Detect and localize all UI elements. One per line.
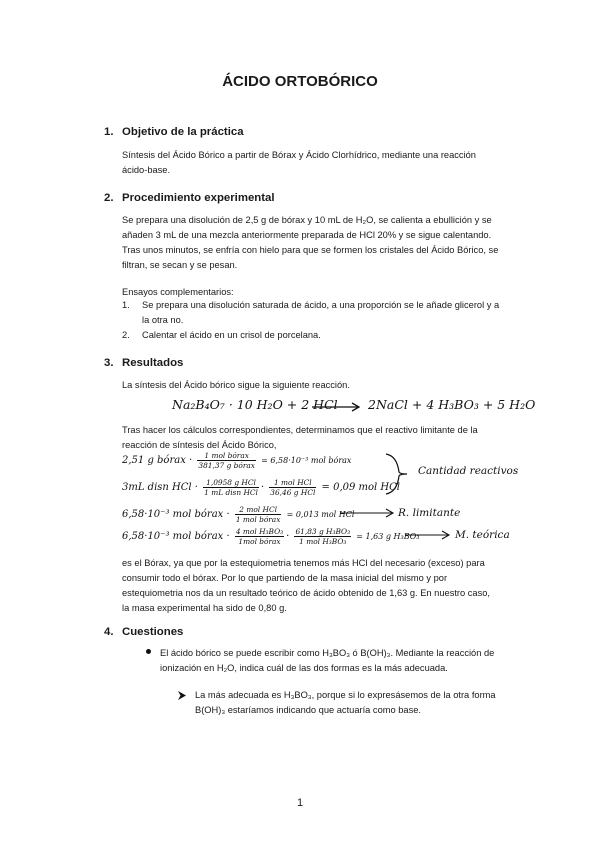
- list-item: 2. Calentar el ácido en un crisol de porcelana.: [122, 330, 321, 340]
- text-line: reacción de síntesis del Ácido Bórico,: [122, 440, 277, 450]
- reaction-arrow-icon: [310, 401, 362, 413]
- question-text: [160, 646, 494, 676]
- text-line: Tras unos minutos, se enfría con hielo para que se formen los cristales del Ácido Bórico, se: [122, 245, 499, 255]
- section-1-heading: 1. Objetivo de la práctica: [104, 126, 244, 138]
- fraction: $\frac{\text{1,0958 g HCl}}{\text{1 mL disn HCl}}$: [204, 478, 258, 497]
- text-line: El ácido bórico se puede escribir como H₃BO₃ ó B(OH)₃. Mediante la reacción de: [160, 648, 495, 658]
- section-1-text: [122, 148, 476, 178]
- text-line: añaden 3 mL de una mezcla anteriormente preparada de HCl 20% y se sigue calentando.: [122, 230, 492, 240]
- text-line: es el Bórax, ya que por la estequiometria tenemos más HCl del necesario (exceso) para: [122, 558, 485, 568]
- section-3-conclusion: [122, 556, 490, 616]
- fraction: $\frac{\text{61,83 g H₃BO₃}}{\text{1 mol H₃BO₃}}$: [295, 527, 351, 546]
- calc-2: 3mL disn HCl · $\frac{\text{1,0958 g HCl}}{\text{1 mL disn HCl}}$ · $\frac{\text{1 mol HCl}}{\text{36,46 g HCl}}$ = 0,09 mol HCl: [122, 478, 400, 497]
- section-2-heading: 2. Procedimiento experimental: [104, 192, 275, 204]
- text-line: la masa experimental ha sido de 0,80 g.: [122, 603, 287, 613]
- list-item: 1. Se prepara una disolución saturada de ácido, a una proporción se le añade glicerol y a la otra no.: [122, 300, 500, 325]
- limiting-note: R. limitante: [398, 507, 461, 519]
- fraction: $\frac{\text{2 mol HCl}}{\text{1 mol bórax}}$: [235, 505, 281, 524]
- arrow-icon: [338, 507, 396, 519]
- calc-1: 2,51 g bórax · $\frac{\text{1 mol bórax}}{\text{381,37 g bórax}}$ = 6,58·10⁻³ mol bórax: [122, 451, 352, 470]
- text-line: estequiometria nos da un resultado teórico de ácido obtenido de 1,63 g. En nuestro caso,: [122, 588, 490, 598]
- reaction-right: 2NaCl + 4 H₃BO₃ + 5 H₂O: [368, 397, 536, 412]
- section-3-heading: 3. Resultados: [104, 357, 184, 369]
- text-line: B(OH)₃ estaríamos indicando que actuaría como base.: [195, 705, 421, 715]
- text-line: Tras hacer los cálculos correspondientes, determinamos que el reactivo limitante de la: [122, 425, 478, 435]
- reaction-left: Na₂B₄O₇ · 10 H₂O + 2 HCl: [172, 397, 338, 412]
- calc-3: 6,58·10⁻³ mol bórax · $\frac{\text{2 mol HCl}}{\text{1 mol bórax}}$ = 0,013 mol HCl: [122, 505, 355, 524]
- answer-text: [195, 688, 496, 718]
- complementary-title: Ensayos complementarios:: [122, 287, 234, 297]
- calc-4: 6,58·10⁻³ mol bórax · $\frac{\text{4 mol H₃BO₃}}{\text{1mol bórax}}$ · $\frac{\text{61,83 g H₃BO₃}}{\text{1 mol H₃BO₃}}$ = 1,63 g H₃BO₃: [122, 527, 420, 546]
- fraction: $\frac{\text{1 mol bórax}}{\text{381,37 g bórax}}$: [198, 451, 255, 470]
- fraction: $\frac{\text{4 mol H₃BO₃}}{\text{1mol bórax}}$: [235, 527, 284, 546]
- brace-icon: [383, 452, 417, 496]
- text-line: Se prepara una disolución de 2,5 g de bórax y 10 mL de H₂O, se calienta a ebullición y se: [122, 215, 492, 225]
- theoretical-note: M. teórica: [455, 529, 510, 541]
- text-line: ionización en H₂O, indica cuál de las dos formas es la más adecuada.: [160, 663, 448, 673]
- text-line: filtran, se secan y se pesan.: [122, 260, 238, 270]
- text-line: consumir todo el bórax. Por lo que partiendo de la masa inicial del mismo y por: [122, 573, 448, 583]
- section-4-heading: 4. Cuestiones: [104, 626, 184, 638]
- complementary-list: [122, 298, 522, 343]
- arrow-icon: [403, 529, 453, 541]
- text-line: La más adecuada es H₃BO₃, porque si lo expresásemos de la otra forma: [195, 690, 496, 700]
- section-3-after: [122, 423, 478, 453]
- page-number: 1: [296, 797, 304, 809]
- text-line: ácido-base.: [122, 165, 171, 175]
- text-line: Síntesis del Ácido Bórico a partir de Bórax y Ácido Clorhídrico, mediante una reacción: [122, 150, 476, 160]
- fraction: $\frac{\text{1 mol HCl}}{\text{36,46 g HCl}}$: [270, 478, 316, 497]
- arrow-bullet-icon: [178, 691, 186, 700]
- section-3-intro: La síntesis del Ácido bórico sigue la siguiente reacción.: [122, 380, 350, 390]
- brace-note: Cantidad reactivos: [418, 465, 519, 477]
- section-2-text: [122, 213, 498, 273]
- page-title: ÁCIDO ORTOBÓRICO: [222, 73, 378, 90]
- bullet-icon: [146, 649, 151, 654]
